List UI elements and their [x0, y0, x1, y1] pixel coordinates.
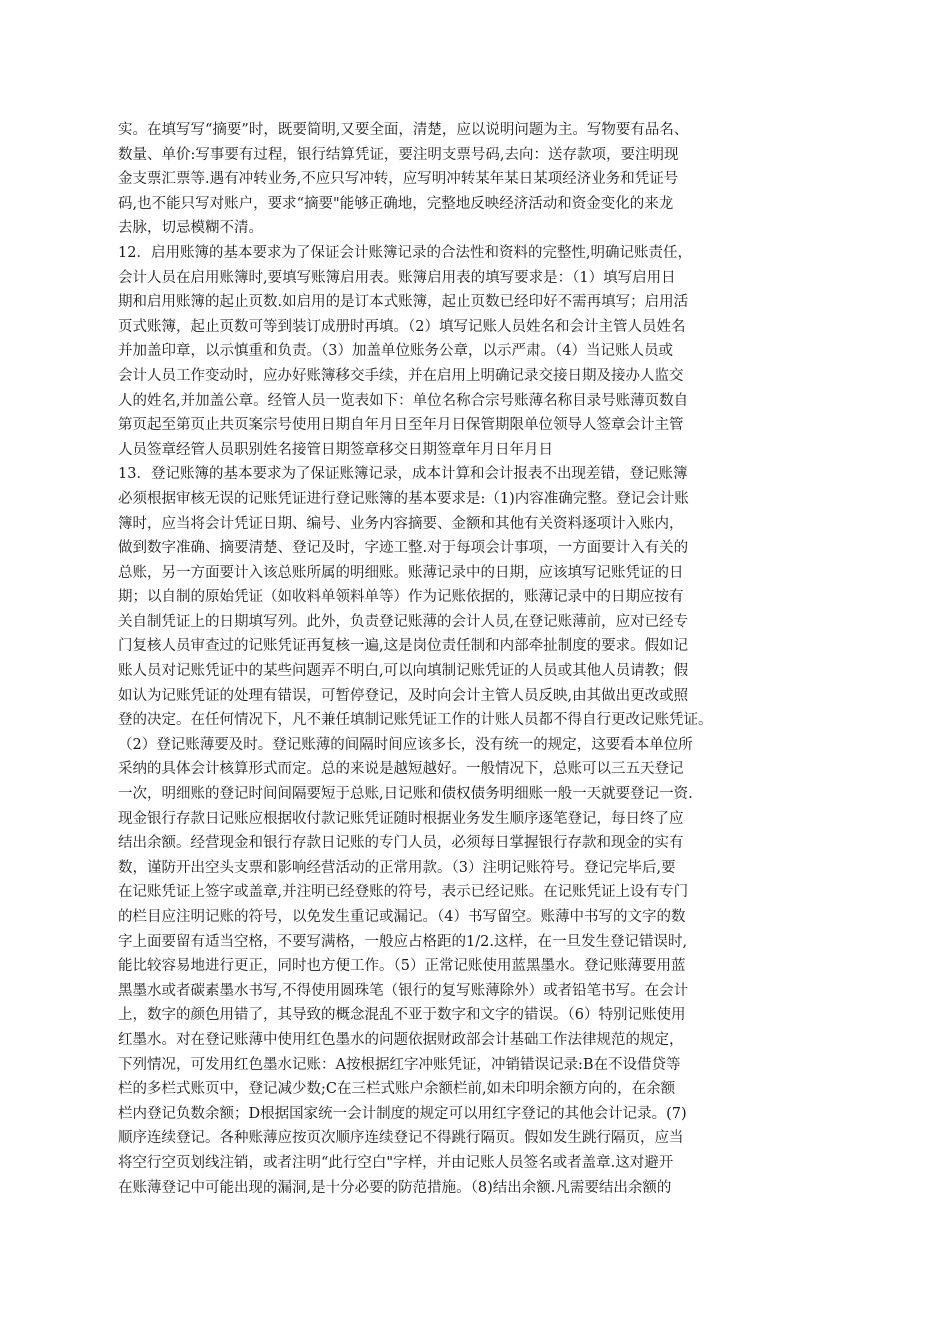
text-line: 字上面要留有适当空格，不要写满格，一般应占格距的1/2.这样，在一旦发生登记错误时,	[118, 933, 688, 950]
text-line: 下列情况，可发用红色墨水记账：A按根据红字冲账凭证，冲销错误记录:B在不设借贷等	[118, 1056, 681, 1073]
text-line: 期和启用账簿的起止页数.如启用的是订本式账簿，起止页数已经印好不需再填写；启用活	[118, 294, 689, 311]
text-line: 做到数字准确、摘要清楚、登记及时，字迹工整.对于每项会计事项，一方面要计入有关的	[118, 540, 689, 557]
text-line: 总账，另一方面要计入该总账所属的明细账。账薄记录中的日期，应该填写记账凭证的日	[118, 564, 684, 581]
text-line: 期；以自制的原始凭证（如收料单领料单等）作为记账依据的，账薄记录中的日期应按有	[118, 589, 684, 606]
text-line: 实。在填写写“摘要”时，既要简明,又要全面，清楚，应以说明问题为主。写物要有品名、	[118, 122, 689, 138]
text-line: 在记账凭证上签字或盖章,并注明已经登账的符号，表示已经记账。在记账凭证上设有专门	[118, 884, 689, 901]
text-line: 会计人员在启用账簿时,要填写账簿启用表。账簿启用表的填写要求是：（1）填写启用日	[118, 269, 676, 286]
text-line: 数，谨防开出空头支票和影响经营活动的正常用款。（3）注明记账符号。登记完毕后,要	[118, 859, 676, 876]
text-line: 黑墨水或者碳素墨水书写,不得使用圆珠笔（银行的复写账薄除外）或者铅笔书写。在会计	[118, 982, 689, 999]
text-line: 关自制凭证上的日期填写列。此外，负责登记账薄的会计人员,在登记账薄前，应对已经专	[118, 613, 689, 630]
text-line: 第页起至第页止共页案宗号使用日期自年月日至年月日保管期限单位领导人签章会计主管	[118, 417, 684, 434]
text-line: 登的决定。在任何情况下，凡不兼任填制记账凭证工作的计账人员都不得自行更改记账凭证。	[118, 712, 713, 729]
text-line: 去脉，切忌模糊不清。	[118, 220, 263, 237]
text-line: 采纳的具体会计核算形式而定。总的来说是越短越好。一般情况下，总账可以三五天登记	[118, 761, 684, 778]
text-line: 数量、单价:写事要有过程，银行结算凭证，要注明支票号码,去向：送存款项，要注明现	[118, 146, 679, 163]
text-line: 账人员对记账凭证中的某些问题弄不明白,可以向填制记账凭证的人员或其他人员请教；假	[118, 663, 689, 680]
text-line: 会计人员工作变动时，应办好账簿移交手续，并在启用上明确记录交接日期及接办人监交	[118, 367, 684, 384]
text-line: 能比较容易地进行更正，同时也方便工作。（5）正常记账使用蓝黑墨水。登记账薄要用蓝	[118, 958, 686, 975]
text-line: （2）登记账薄要及时。登记账薄的间隔时间应该多长，没有统一的规定，这要看本单位所	[118, 736, 693, 753]
text-line: 一次，明细账的登记时间间隔要短于总账,日记账和债权债务明细账一般一天就要登记一资.	[118, 786, 693, 803]
text-line: 顺序连续登记。各种账薄应按页次顺序连续登记不得跳行隔页。假如发生跳行隔页，应当	[118, 1130, 684, 1147]
text-line: 簿时，应当将会计凭证日期、编号、业务内容摘要、金额和其他有关资料逐项计入账内，	[118, 515, 684, 532]
text-line: 如认为记账凭证的处理有错误，可暂停登记，及时向会计主管人员反映,由其做出更改或照	[118, 687, 689, 704]
text-line: 金支票汇票等.遇有冲转业务,不应只写冲转，应写明冲转某年某日某项经济业务和凭证号	[118, 171, 679, 188]
text-line: 现金银行存款日记账应根据收付款记账凭证随时根据业务发生顺序逐笔登记，每日终了应	[118, 810, 684, 827]
text-line: 上，数字的颜色用错了，其导致的概念混乱不亚于数字和文字的错误。（6）特别记账使用	[118, 1007, 686, 1024]
text-line: 门复核人员审查过的记账凭证再复核一遍,这是岗位责任制和内部牵扯制度的要求。假如记	[118, 638, 689, 655]
text-line: 的栏目应注明记账的符号，以免发生重记或漏记。（4）书写留空。账薄中书写的文字的数	[118, 909, 686, 925]
text-line: 页式账簿，起止页数可等到装订成册时再填。（2）填写记账人员姓名和会计主管人员姓名	[118, 318, 686, 335]
text-line: 栏的多栏式账页中，登记减少数;C在三栏式账户余额栏前,如未印明余额方向的，在余额	[118, 1081, 676, 1098]
text-line: 码,也不能只写对账户，要求“摘要"能够正确地，完整地反映经济活动和资金变化的来龙	[118, 195, 674, 212]
text-line: 结出余额。经营现金和银行存款日记账的专门人员，必须每日掌握银行存款和现金的实有	[118, 835, 684, 852]
text-line: 并加盖印章，以示慎重和负责。（3）加盖单位账务公章，以示严肃。（4）当记账人员或	[118, 343, 673, 360]
document-body	[118, 118, 808, 1200]
text-line: 13．登记账簿的基本要求为了保证账簿记录，成本计算和会计报表不出现差错，登记账簿	[118, 466, 688, 483]
text-line: 人的姓名,并加盖公章。经管人员一览表如下：单位名称合宗号账薄名称目录号账薄页数自	[118, 392, 689, 409]
text-line: 红墨水。对在登记账薄中使用红色墨水的问题依据财政部会计基础工作法律规范的规定，	[118, 1031, 684, 1048]
text-line: 在账薄登记中可能出现的漏洞,是十分必要的防范措施。（8)结出余额.凡需要结出余额的	[118, 1179, 672, 1196]
text-line: 人员签章经管人员职别姓名接管日期签章移交日期签章年月日年月日	[118, 441, 553, 458]
text-line: 将空行空页划线注销，或者注明“此行空白"字样，并由记账人员签名或者盖章.这对避开	[118, 1154, 674, 1171]
text-line: 12．启用账簿的基本要求为了保证会计账簿记录的合法性和资料的完整性,明确记账责任，	[118, 244, 693, 261]
text-line: 栏内登记负数余额；D根据国家统一会计制度的规定可以用红字登记的其他会计记录。(7)	[118, 1105, 687, 1122]
text-line: 必须根据审核无误的记账凭证进行登记账簿的基本要求是:（1)内容准确完整。登记会计账	[118, 490, 689, 507]
